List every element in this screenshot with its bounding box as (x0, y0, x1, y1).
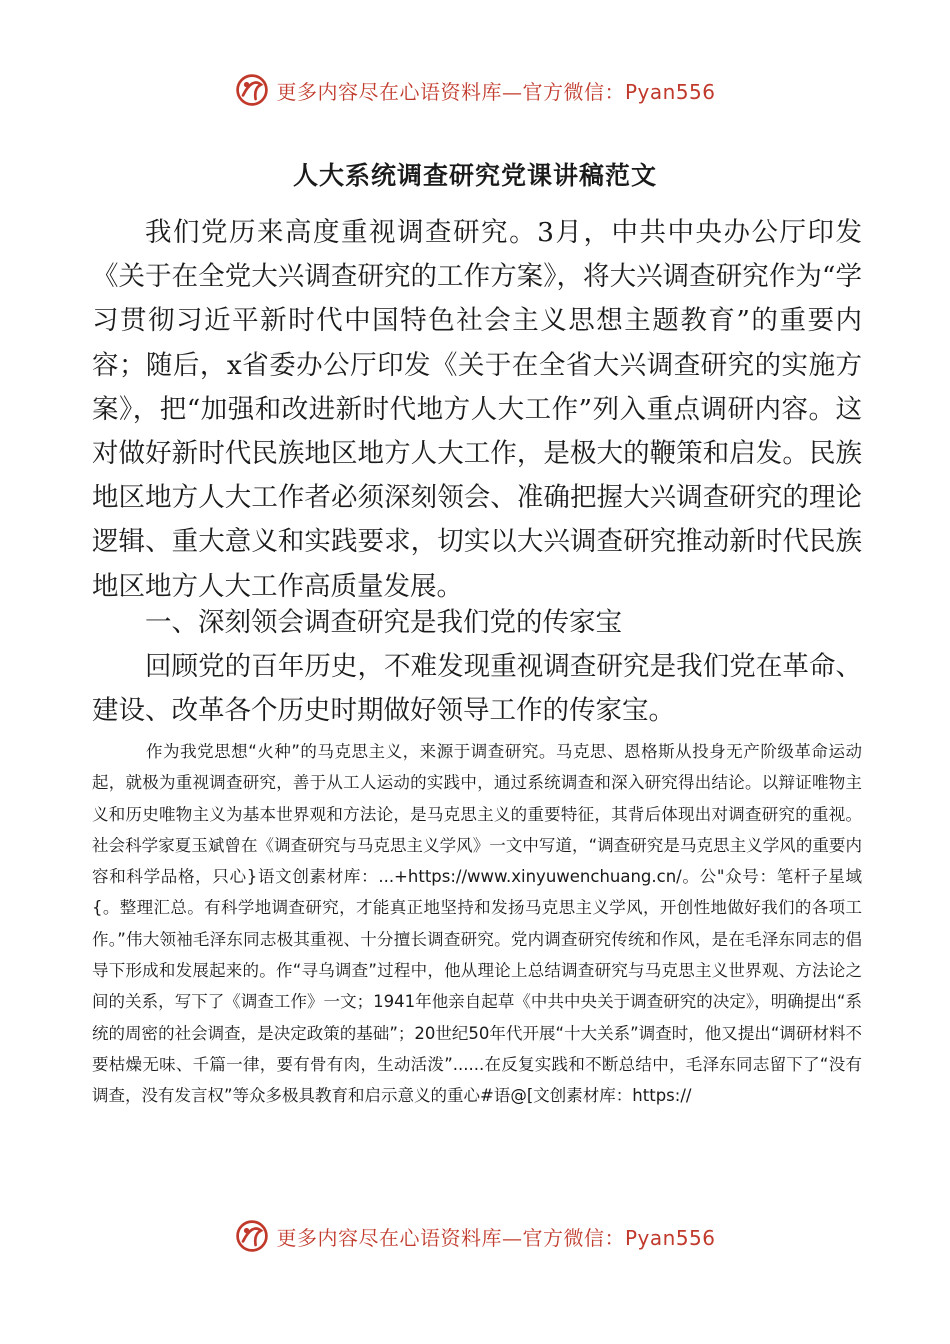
intro-paragraph: 我们党历来高度重视调查研究。3月，中共中央办公厅印发《关于在全党大兴调查研究的工作方案》，将大兴调查研究作为“学习贯彻习近平新时代中国特色社会主义思想主题教育”的重要内容；随后，x省委办公厅印发《关于在全省大兴调查研究的实施方案》，把“加强和改进新时代地方人大工作”列入重点调研内容。这对做好新时代民族地区地方人大工作，是极大的鞭策和启发。民族地区地方人大工作者必须深刻领会、准确把握大兴调查研究的理论逻辑、重大意义和实践要求，切实以大兴调查研究推动新时代民族地区地方人大工作高质量发展。 (92, 217, 862, 602)
header-banner (0, 66, 950, 114)
wechat-id: Pyan556 (624, 1225, 716, 1250)
section-lead-paragraph: 回顾党的百年历史，不难发现重视调查研究是我们党在革命、建设、改革各个历史时期做好领导工作的传家宝。 (92, 651, 862, 727)
section-heading: 一、深刻领会调查研究是我们党的传家宝 (145, 607, 622, 638)
banner-text: 更多内容尽在心语资料库—官方微信：Pyan556 (276, 1225, 716, 1250)
document-title: 人大系统调查研究党课讲稿范文 (292, 161, 657, 190)
section-body-paragraph: 作为我党思想“火种”的马克思主义，来源于调查研究。马克思、恩格斯从投身无产阶级革命运动起，就极为重视调查研究，善于从工人运动的实践中，通过系统调查和深入研究得出结论。以辩证唯物主义和历史唯物主义为基本世界观和方法论，是马克思主义的重要特征，其背后体现出对调查研究的重视。社会科学家夏玉斌曾在《调查研究与马克思主义学风》一文中写道，“调查研究是马克思主义学风的重要内容和科学品格，只心}语文创素材库：...+https://www.xinyuwenchuang.cn/。公"众号：笔杆子星域{。整理汇总。有科学地调查研究，才能真正地坚持和发扬马克思主义学风，开创性地做好我们的各项工作。”伟大领袖毛泽东同志极其重视、十分擅长调查研究。党内调查研究传统和作风，是在毛泽东同志的倡导下形成和发展起来的。作“寻乌调查”过程中，他从理论上总结调查研究与马克思主义世界观、方法论之间的关系，写下了《调查工作》一文；1941年他亲自起草《中共中央关于调查研究的决定》，明确提出“系统的周密的社会调查，是决定政策的基础”；20世纪50年代开展“十大关系”调查时，他又提出“调研材料不要枯燥无味、千篇一律，要有骨有肉，生动活泼”......在反复实践和不断总结中，毛泽东同志留下了“没有调查，没有发言权”等众多极具教育和启示意义的重心#语@[文创素材库：https:// (92, 742, 862, 1106)
footer-banner (0, 1212, 950, 1260)
banner-text: 更多内容尽在心语资料库—官方微信：Pyan556 (276, 79, 716, 104)
brand-logo-icon (234, 1218, 270, 1254)
wechat-id: Pyan556 (624, 79, 716, 104)
brand-logo-icon (234, 72, 270, 108)
